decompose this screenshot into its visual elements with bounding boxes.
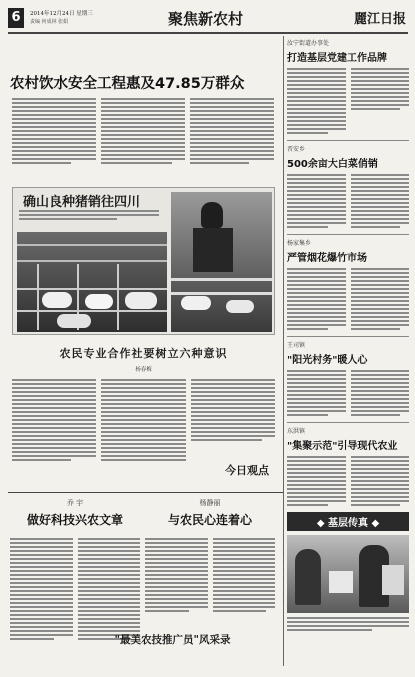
bottom-left-kicker: 乔 宇 [66, 499, 84, 507]
series-banner-text: "最美农技推广员"风采录 [114, 634, 231, 646]
photo-block [12, 187, 275, 335]
sidebar-headline-3: 严管烟花爆竹市场 [287, 253, 367, 264]
sidebar [287, 38, 409, 668]
sidebar-headline-1: 打造基层党建工作品牌 [287, 53, 387, 64]
diamond-icon: ◆ [316, 518, 325, 529]
sidebar-item-5 [287, 422, 409, 508]
diamond-icon: ◆ [371, 518, 380, 529]
sidebar-item-4 [287, 336, 409, 418]
opinion-tag: 今日观点 [225, 464, 269, 477]
sidebar-item-3 [287, 234, 409, 332]
sidebar-kicker-2: 晋安乡 [287, 146, 306, 153]
page-header [8, 6, 408, 32]
lead-body [12, 98, 274, 180]
opinion-block [12, 345, 275, 490]
sidebar-headline-2: 500余亩大白菜俏销 [287, 159, 378, 170]
bottom-mid-headline: 与农民心连着心 [167, 513, 252, 527]
bottom-mid-kicker: 杨静丽 [199, 499, 221, 507]
opinion-byline: 杨春梅 [135, 367, 152, 373]
sidebar-kicker-5: 东洪镇 [287, 428, 306, 435]
date-line: 2014年12月24日 星期三 [30, 11, 93, 17]
feature-banner-text: 基层传真 [328, 518, 368, 529]
photo-caption: 确山良种猪销往四川 [23, 195, 141, 210]
bottom-mid-story [145, 498, 275, 628]
pig-photo-left [17, 232, 167, 332]
sidebar-item-2 [287, 140, 409, 230]
opinion-title: 农民专业合作社要树立六种意识 [59, 347, 228, 360]
lead-headline: 农村饮水安全工程惠及47.85万群众 [10, 76, 245, 92]
sidebar-kicker-4: 王司镇 [287, 342, 306, 349]
pig-photo-right [171, 192, 272, 332]
header-rule [8, 32, 408, 34]
sidebar-kicker-1: 汝宁街道办事处 [287, 40, 330, 47]
sidebar-headline-4: "阳光村务"暖人心 [287, 355, 368, 366]
series-banner [70, 632, 275, 648]
feature-photo [287, 535, 409, 613]
photo-caption-text [19, 210, 159, 222]
page-number: 6 [8, 8, 24, 28]
sidebar-headline-5: "集聚示范"引导现代农业 [287, 441, 398, 452]
bottom-left-headline: 做好科技兴农文章 [26, 513, 123, 527]
lead-kicker [10, 63, 130, 72]
masthead: 麗江日报 [353, 12, 406, 27]
sidebar-kicker-3: 杨家集乡 [287, 240, 312, 247]
column-rule [283, 36, 284, 666]
sidebar-item-1 [287, 38, 409, 136]
mid-rule [8, 492, 283, 493]
section-title: 聚焦新农村 [168, 10, 244, 28]
feature-banner [287, 512, 409, 531]
editor-line: 责编 何成林 张娟 [30, 19, 69, 25]
